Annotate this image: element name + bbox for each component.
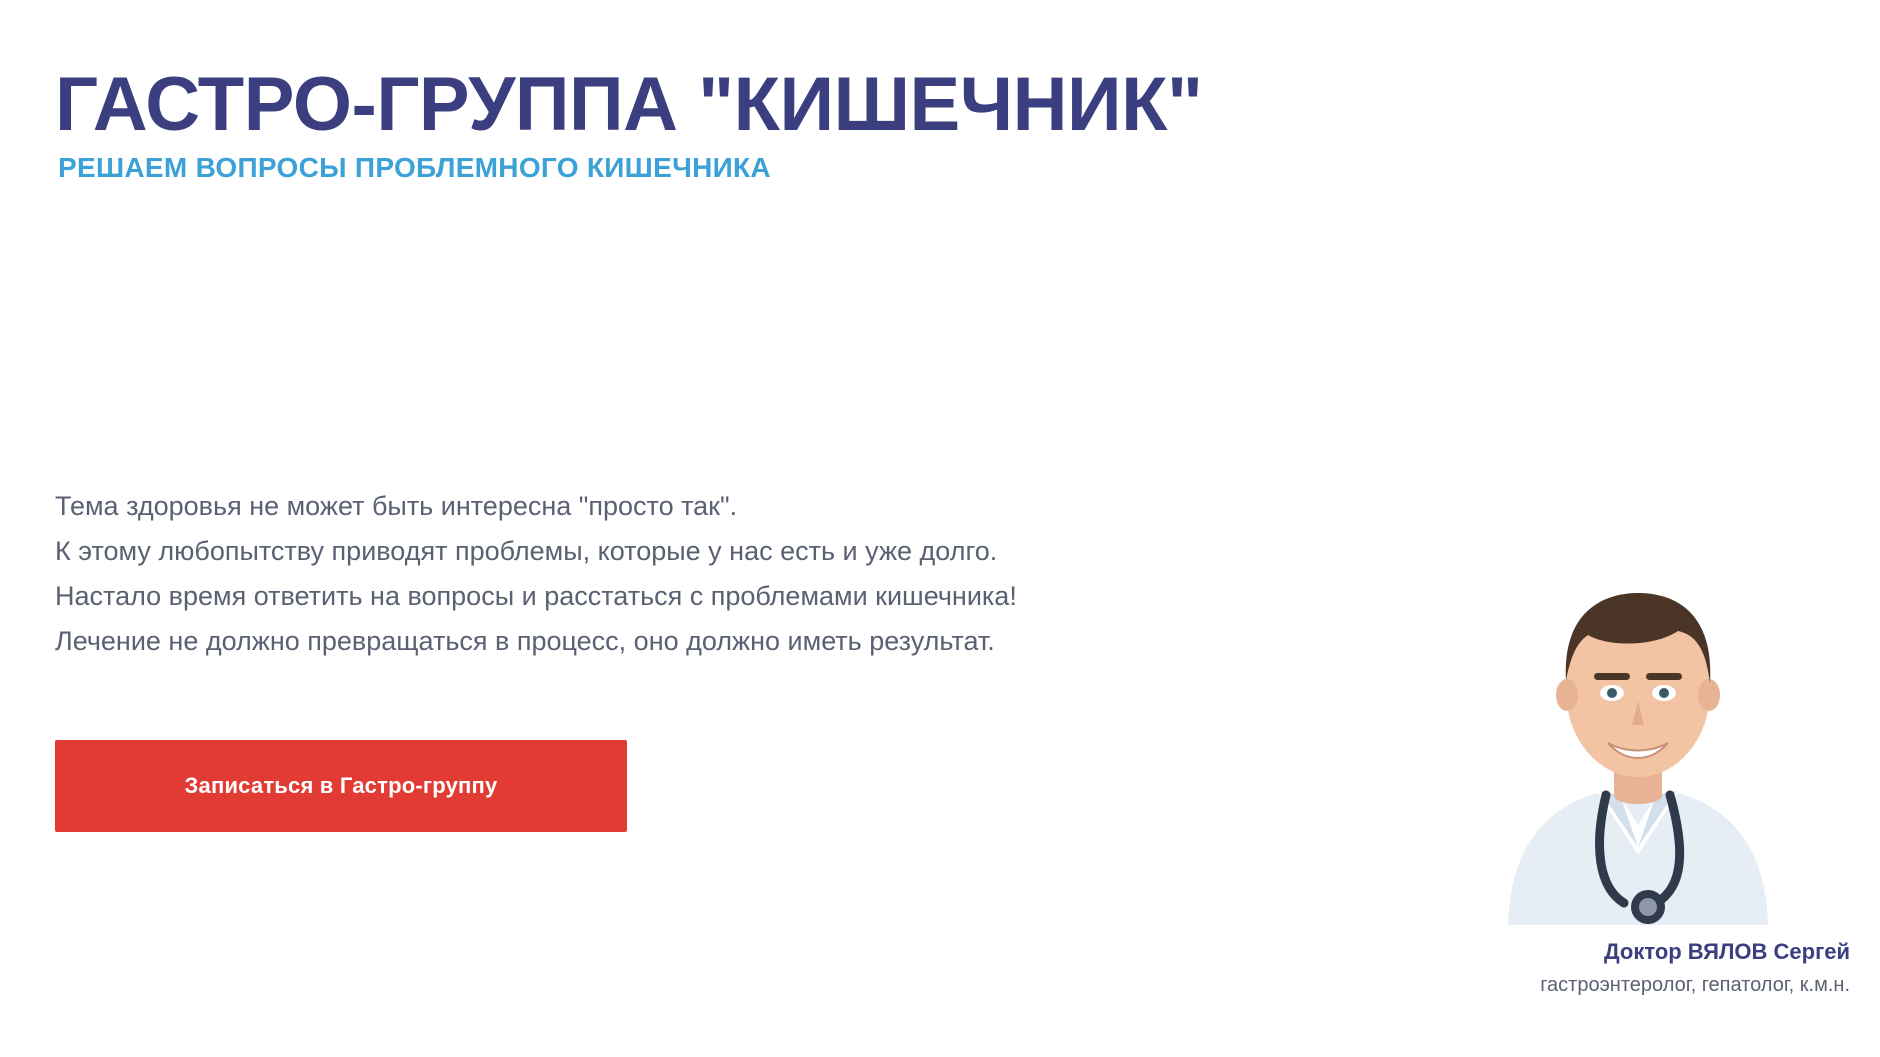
signup-gastro-group-button[interactable]: Записаться в Гастро-группу (55, 740, 627, 832)
doctor-caption (1430, 935, 1850, 1001)
doctor-photo (1448, 495, 1828, 925)
intro-paragraph (55, 484, 1345, 664)
intro-line-1: Тема здоровья не может быть интересна "просто так". (55, 491, 738, 521)
doctor-name: Доктор ВЯЛОВ Сергей (1603, 939, 1850, 964)
intro-line-2: К этому любопытству приводят проблемы, которые у нас есть и уже долго. (55, 536, 998, 566)
page-subtitle: РЕШАЕМ ВОПРОСЫ ПРОБЛЕМНОГО КИШЕЧНИКА (58, 152, 771, 183)
intro-line-4: Лечение не должно превращаться в процесс, оно должно иметь результат. (55, 626, 995, 656)
doctor-role: гастроэнтеролог, гепатолог, к.м.н. (1540, 974, 1850, 996)
doctor-block (1430, 495, 1850, 1035)
intro-line-3: Настало время ответить на вопросы и расстаться с проблемами кишечника! (55, 581, 1017, 611)
page-title: ГАСТРО-ГРУППА "КИШЕЧНИК" (55, 61, 1203, 147)
